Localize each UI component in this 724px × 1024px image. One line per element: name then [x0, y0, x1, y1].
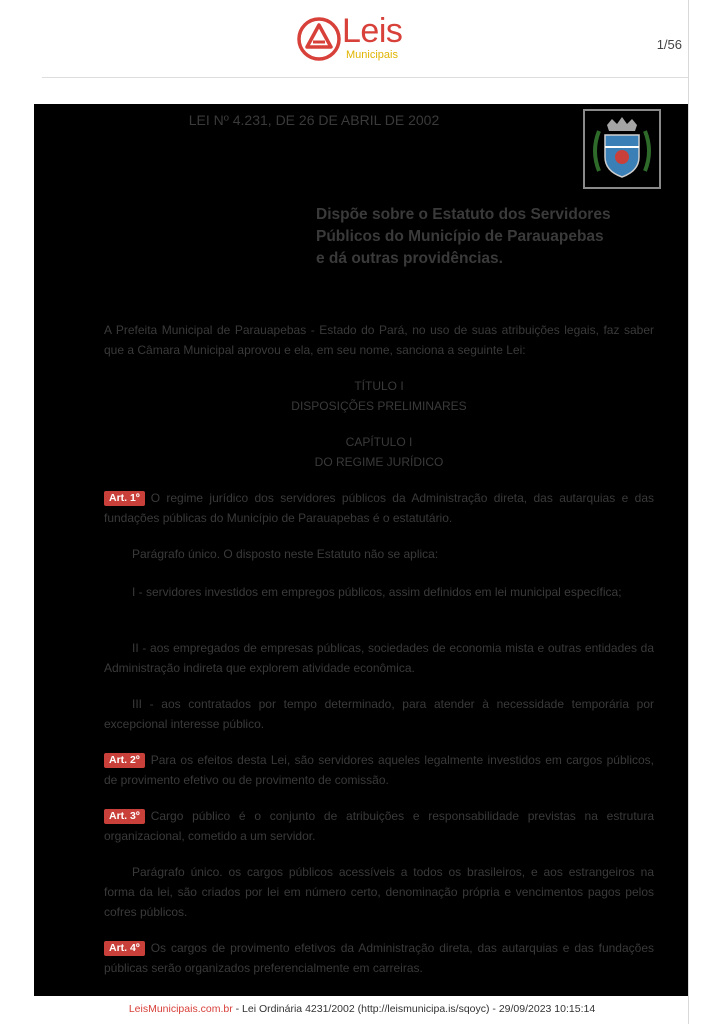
- title-heading: TÍTULO I: [354, 379, 404, 393]
- footer-timestamp: 29/09/2023 10:15:14: [498, 1003, 596, 1015]
- footer-site-link[interactable]: LeisMunicipais.com.br: [128, 1003, 233, 1015]
- header-divider: [42, 77, 688, 78]
- law-title: LEI Nº 4.231, DE 26 DE ABRIL DE 2002: [188, 112, 440, 128]
- article-4: [104, 938, 654, 978]
- page-footer: [0, 1003, 724, 1015]
- article-1: [104, 488, 654, 528]
- summary-line-3: e dá outras providências.: [316, 250, 503, 267]
- document-page: [34, 104, 688, 996]
- chapter-name: DO REGIME JURÍDICO: [314, 455, 444, 469]
- page-header: [0, 0, 724, 78]
- article-3-sole-paragraph: Parágrafo único. os cargos públicos acessíveis a todos os brasileiros, e aos estrangeiros na forma da lei, são criados por lei em número certo, denominação própria e vencimentos pagos pelos cofres públicos.: [104, 865, 654, 919]
- page-number: 1/56: [656, 37, 682, 52]
- article-3-text: Cargo público é o conjunto de atribuições e responsabilidade previstas na estrutura organizacional, cometido a um servidor.: [104, 809, 654, 843]
- article-4-text: Os cargos de provimento efetivos da Administração direta, das autarquias e das fundações públicas serão organizados preferencialmente em carreiras.: [104, 941, 654, 975]
- coat-of-arms-icon: [585, 111, 659, 187]
- article-3-badge[interactable]: Art. 3º: [104, 809, 145, 824]
- footer-law-info: - Lei Ordinária 4231/2002 (http://leismunicipa.is/sqoyc) -: [232, 1003, 499, 1015]
- article-1-item-3: III - aos contratados por tempo determinado, para atender à necessidade temporária por excepcional interesse público.: [104, 697, 654, 731]
- chapter-heading: CAPÍTULO I: [345, 435, 413, 449]
- article-2-text: Para os efeitos desta Lei, são servidores aqueles legalmente investidos em cargos públicos, de provimento efetivo ou de provimento de comissão.: [104, 753, 654, 787]
- summary-line-2: Públicos do Município de Parauapebas: [316, 228, 604, 245]
- leis-municipais-logo[interactable]: [296, 14, 416, 64]
- article-1-badge[interactable]: Art. 1º: [104, 491, 145, 506]
- article-2: [104, 750, 654, 790]
- article-1-sole-paragraph: Parágrafo único. O disposto neste Estatuto não se aplica:: [132, 547, 439, 561]
- municipal-crest: [583, 109, 661, 189]
- law-summary: [316, 204, 656, 270]
- logo-subtitle: Municipais: [346, 49, 398, 61]
- article-1-text: O regime jurídico dos servidores públicos da Administração direta, das autarquias e das fundações públicas do Município de Parauapebas é o estatutário.: [104, 491, 654, 525]
- logo-triangle-icon: [296, 16, 342, 62]
- logo-wordmark: Leis: [342, 12, 403, 50]
- article-1-item-2: II - aos empregados de empresas públicas, sociedades de economia mista e outras entidades da Administração indireta que explorem atividade econômica.: [104, 641, 654, 675]
- title-name: DISPOSIÇÕES PRELIMINARES: [291, 399, 467, 413]
- summary-line-1: Dispõe sobre o Estatuto dos Servidores: [316, 206, 611, 223]
- article-3: [104, 806, 654, 846]
- article-2-badge[interactable]: Art. 2º: [104, 753, 145, 768]
- article-1-item-1: I - servidores investidos em empregos públicos, assim definidos em lei municipal específica;: [132, 585, 622, 599]
- page-edge: [688, 0, 689, 1024]
- preamble: A Prefeita Municipal de Parauapebas - Estado do Pará, no uso de suas atribuições legais, faz saber que a Câmara Municipal aprovou e ela, em seu nome, sanciona a seguinte Lei:: [104, 323, 654, 357]
- article-4-badge[interactable]: Art. 4º: [104, 941, 145, 956]
